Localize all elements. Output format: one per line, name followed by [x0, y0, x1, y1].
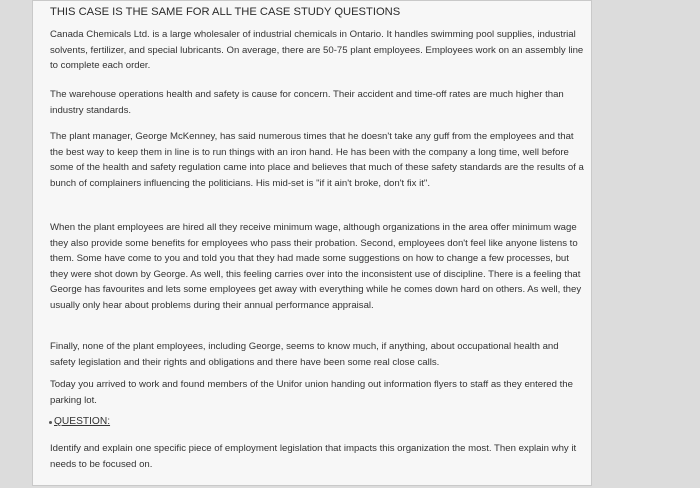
document-page [32, 0, 592, 486]
paragraph-legislation-knowledge: Finally, none of the plant employees, including George, seems to know much, if anything, about occupational health and safety legislation and their rights and obligations and there have been some real close calls. [50, 341, 559, 368]
paragraph-plant-manager: The plant manager, George McKenney, has said numerous times that he doesn't take any guff from the employees and that the best way to keep them in line is to run things with an iron hand. He has been with the company a long time, well before some of the health and safety regulation came into place and believes that much of these safety standards are the results of a bunch of complainers influencing the politicians. His mid-set is "if it ain't broke, don't fix it". [50, 131, 584, 189]
paragraph-company-overview: Canada Chemicals Ltd. is a large wholesaler of industrial chemicals in Ontario. It handles swimming pool supplies, industrial solvents, fertilizer, and special lubricants. On average, there are 50-75 plant employees. Employees work on an assembly line to complete each order. [50, 29, 584, 71]
paragraph-health-safety-concern: The warehouse operations health and safety is cause for concern. Their accident and time-off rates are much higher than industry standards. [50, 89, 564, 116]
question-label: QUESTION: [54, 416, 111, 427]
paragraph-union-flyers: Today you arrived to work and found members of the Unifor union handing out information flyers to staff as they entered the parking lot. [50, 379, 573, 406]
question-text: Identify and explain one specific piece of employment legislation that impacts this organization the most. Then explain why it needs to be focused on. [50, 443, 577, 470]
bullet-dot-icon [49, 421, 52, 424]
paragraph-employee-issues: When the plant employees are hired all they receive minimum wage, although organizations in the area offer minimum wage they also provide some benefits for employees who pass their probation. Second, employees don't feel like anyone listens to them. Some have come to you and told you that they had made some suggestions on how to change a few processes, but they were shot down by George. As well, this feeling carries over into the inconsistent use of discipline. There is a feeling that George has favourites and lets some employees get away with everything while he comes down hard on others. As well, they usually only hear about problems during their annual performance appraisal. [50, 222, 582, 311]
case-heading: THIS CASE IS THE SAME FOR ALL THE CASE STUDY QUESTIONS [50, 6, 401, 18]
